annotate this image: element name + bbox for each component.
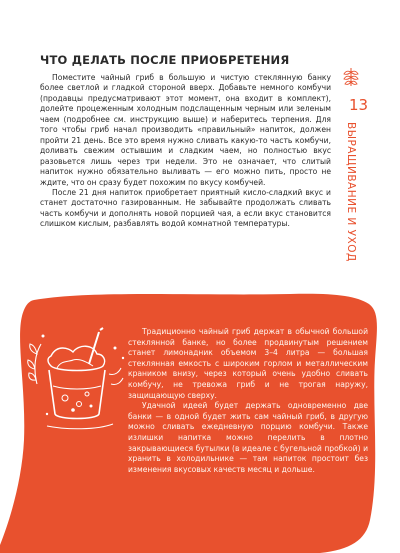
- paragraph: После 21 дня напиток приобретает приятный кисло-сладкий вкус и станет достаточно газированным. Не забывайте продолжать сливать часть комбучи и дополнять новой порцией чая, а если вкус становится слишком кислым, разбавлять водой комнатной температуры.: [40, 187, 331, 229]
- tip-callout: [128, 327, 368, 475]
- callout-paragraph: Традиционно чайный гриб держат в обычной большой стеклянной банке, но более продвинутым решением станет лимонадник объемом 3–4 литра — большая стеклянная емкость с широким горлом и металлическим краником внизу, через который очень удобно сливать комбучу, не тревожа гриб и не трогая наружу, защищающую сверху.: [128, 327, 368, 400]
- kombucha-glass-illustration: [27, 314, 131, 434]
- callout-paragraph: Удачной идеей будет держать одновременно две банки — в одной будет жить сам чайный гриб, в другую можно сливать ежедневную порцию комбучи. Также излишки напитка можно перелить в плотно закрывающиеся бутылки (в идеале с бугельной пробкой) и хранить в холодильнике — там напиток простоит без изменения вкусовых качеств месяц и дольше.: [128, 401, 368, 474]
- page-number: 13: [349, 96, 369, 114]
- paragraph: Поместите чайный гриб в большую и чистую стеклянную банку более светлой и гладкой стороной вверх. Добавьте немного комбучи (продавцы предусматривают этот момент, она входит в комплект), долейте процеженным холодным подслащенным черным или зеленым чаем (подробнее см. инструкцию выше) и наберитесь терпения. Для того чтобы гриб начал производить «правильный» напиток, должен пройти 21 день. Все это время нужно сливать какую-то часть комбучи, доливать свежим остывшим и сладким чаем, но полностью вкус разовьется лишь через три недели. Это не означает, что слитый напиток нужно обязательно выливать — его можно пить, просто не ждите, что он сразу будет похожим по вкусу комбучей.: [40, 73, 331, 187]
- chapter-title: ВЫРАЩИВАНИЕ И УХОД: [345, 122, 357, 262]
- section-heading: ЧТО ДЕЛАТЬ ПОСЛЕ ПРИОБРЕТЕНИЯ: [40, 53, 290, 67]
